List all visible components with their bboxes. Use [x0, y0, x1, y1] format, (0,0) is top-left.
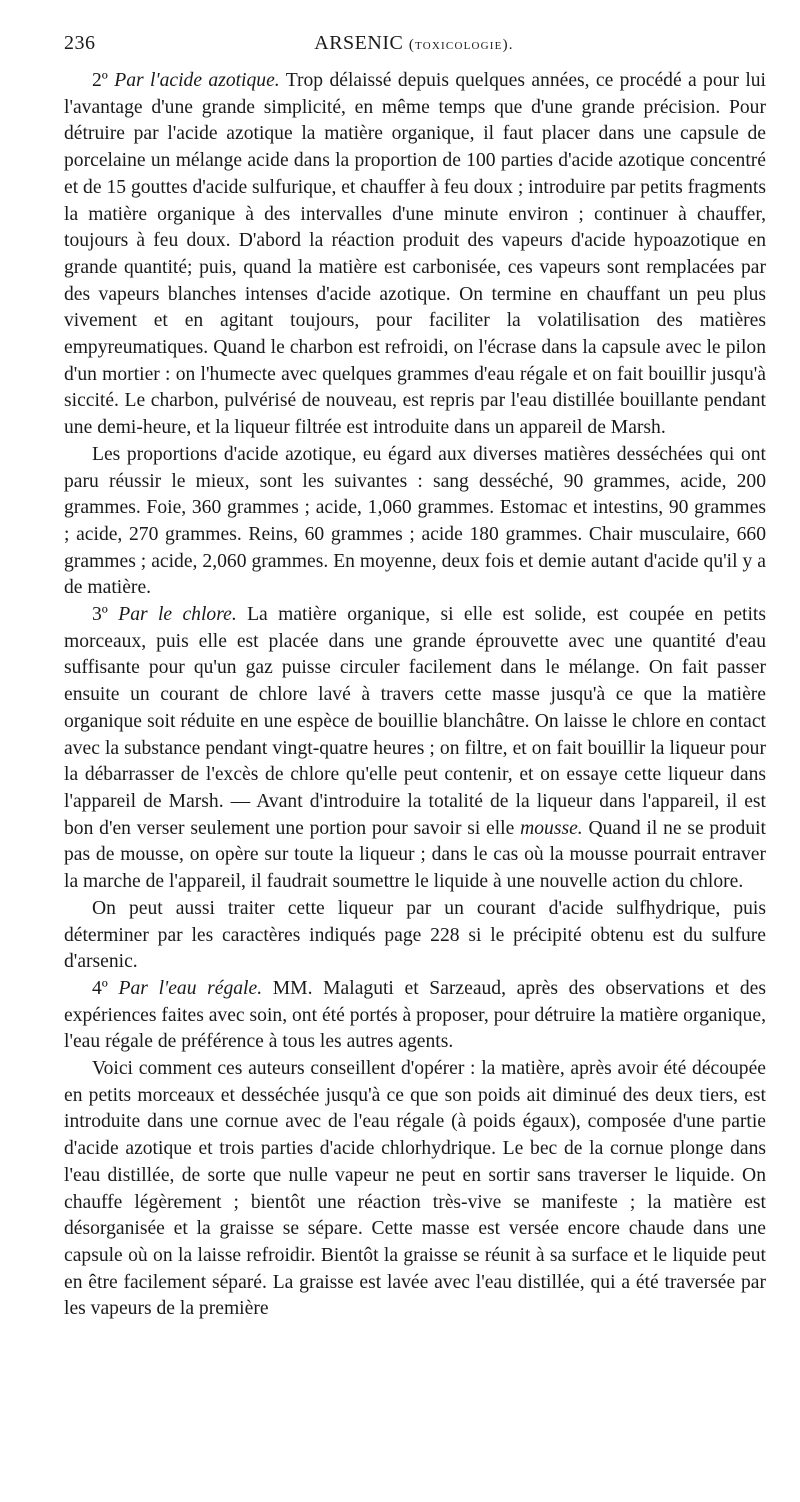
section-heading: Par le chlore.	[118, 604, 237, 626]
paragraph-section-2	[64, 68, 766, 442]
section-number: 2º	[92, 70, 108, 91]
section-heading: Par l'acide azotique.	[114, 70, 280, 91]
section-text-continued: Quand il ne se produit pas de mousse, on opère sur toute la liqueur ; dans le cas où la mousse pourrait entraver la marche de l'appareil, il faudrait soumettre le liquide à une nouvelle action du chlore.	[64, 817, 767, 893]
section-number: 3º	[92, 604, 108, 626]
page-number: 236	[64, 32, 96, 54]
running-title-sub: (toxicologie).	[408, 37, 514, 53]
section-text: La matière organique, si elle est solide, est coupée en petits morceaux, puis elle est placée dans une grande éprouvette avec une quantité d'eau suffisante pour qu'un gaz puisse circuler facilement dans le mélange. On fait passer ensuite un courant de chlore lavé à travers cette masse jusqu'à ce que la matière organique soit réduite en une espèce de bouillie blanchâtre. On laisse le chlore en contact avec la substance pendant vingt-quatre heures ; on filtre, et on fait bouillir la liqueur pour la débarrasser de l'excès de chlore qu'elle peut contenir, et on essaye cette liqueur dans l'appareil de Marsh. — Avant d'introduire la totalité de la liqueur dans l'appareil, il est bon d'en verser seulement une portion pour savoir si elle	[64, 604, 766, 839]
section-text: MM. Malaguti et Sarzeaud, après des observations et des expériences faites avec soin, ont été portés à proposer, pour détruire la matière organique, l'eau régale de préférence à tous les autres agents.	[64, 977, 766, 1053]
running-title	[64, 32, 764, 55]
paragraph-section-3	[64, 602, 766, 896]
section-number: 4º	[92, 977, 108, 999]
italic-word: mousse.	[520, 817, 583, 839]
section-heading: Par l'eau régale.	[118, 977, 263, 999]
paragraph-sulfhydrique: On peut aussi traiter cette liqueur par un courant d'acide sulfhydrique, puis déterminer par les caractères indiqués page 228 si le précipité obtenu est du sulfure d'arsenic.	[64, 897, 766, 973]
running-header	[64, 28, 764, 62]
running-title-main: ARSENIC	[314, 32, 404, 54]
paragraph-proportions: Les proportions d'acide azotique, eu égard aux diverses matières desséchées qui ont paru réussir le mieux, sont les suivantes : sang desséché, 90 grammes, acide, 200 grammes. Foie, 360 grammes ; acide, 1,060 grammes. Estomac et intestins, 90 grammes ; acide, 270 grammes. Reins, 60 grammes ; acide 180 grammes. Chair musculaire, 660 grammes ; acide, 2,060 grammes. En moyenne, deux fois et demie autant d'acide qu'il y a de matière.	[64, 443, 766, 599]
page-body	[64, 68, 766, 1323]
section-text: Trop délaissé depuis quelques années, ce procédé a pour lui l'avantage d'une grande simplicité, en même temps que d'une grande précision. Pour détruire par l'acide azotique la matière organique, il faut placer dans une capsule de porcelaine un mélange acide dans la proportion de 100 parties d'acide azotique concentré et de 15 gouttes d'acide sulfurique, et chauffer à feu doux ; introduire par petits fragments la matière organique à des intervalles d'une minute environ ; continuer à chauffer, toujours à feu doux. D'abord la réaction produit des vapeurs d'acide hypoazotique en grande quantité; puis, quand la matière est carbonisée, ces vapeurs sont remplacées par des vapeurs blanches intenses d'acide azotique. On termine en chauffant un peu plus vivement et en agitant toujours, pour faciliter la volatilisation des matières empyreumatiques. Quand le charbon est refroidi, on l'écrase dans la capsule avec le pilon d'un mortier : on l'humecte avec quelques grammes d'eau régale et on fait bouillir jusqu'à siccité. Le charbon, pulvérisé de nouveau, est repris par l'eau distillée bouillante pendant une demi-heure, et la liqueur filtrée est introduite dans un appareil de Marsh.	[64, 70, 766, 439]
paragraph-section-4	[64, 976, 766, 1056]
paragraph-procedure: Voici comment ces auteurs conseillent d'opérer : la matière, après avoir été découpée en petits morceaux et desséchée jusqu'à ce que son poids ait diminué des deux tiers, est introduite dans une cornue avec de l'eau régale (à poids égaux), composée d'une partie d'acide azotique et trois parties d'acide chlorhydrique. Le bec de la cornue plonge dans l'eau distillée, de sorte que nulle vapeur ne peut en sortir sans traverser le liquide. On chauffe légèrement ; bientôt une réaction très-vive se manifeste ; la matière est désorganisée et la graisse se sépare. Cette masse est versée encore chaude dans une capsule où on la laisse refroidir. Bientôt la graisse se réunit à sa surface et le liquide peut en être facilement séparé. La graisse est lavée avec l'eau distillée, qui a été traversée par les vapeurs de la première	[64, 1058, 766, 1320]
